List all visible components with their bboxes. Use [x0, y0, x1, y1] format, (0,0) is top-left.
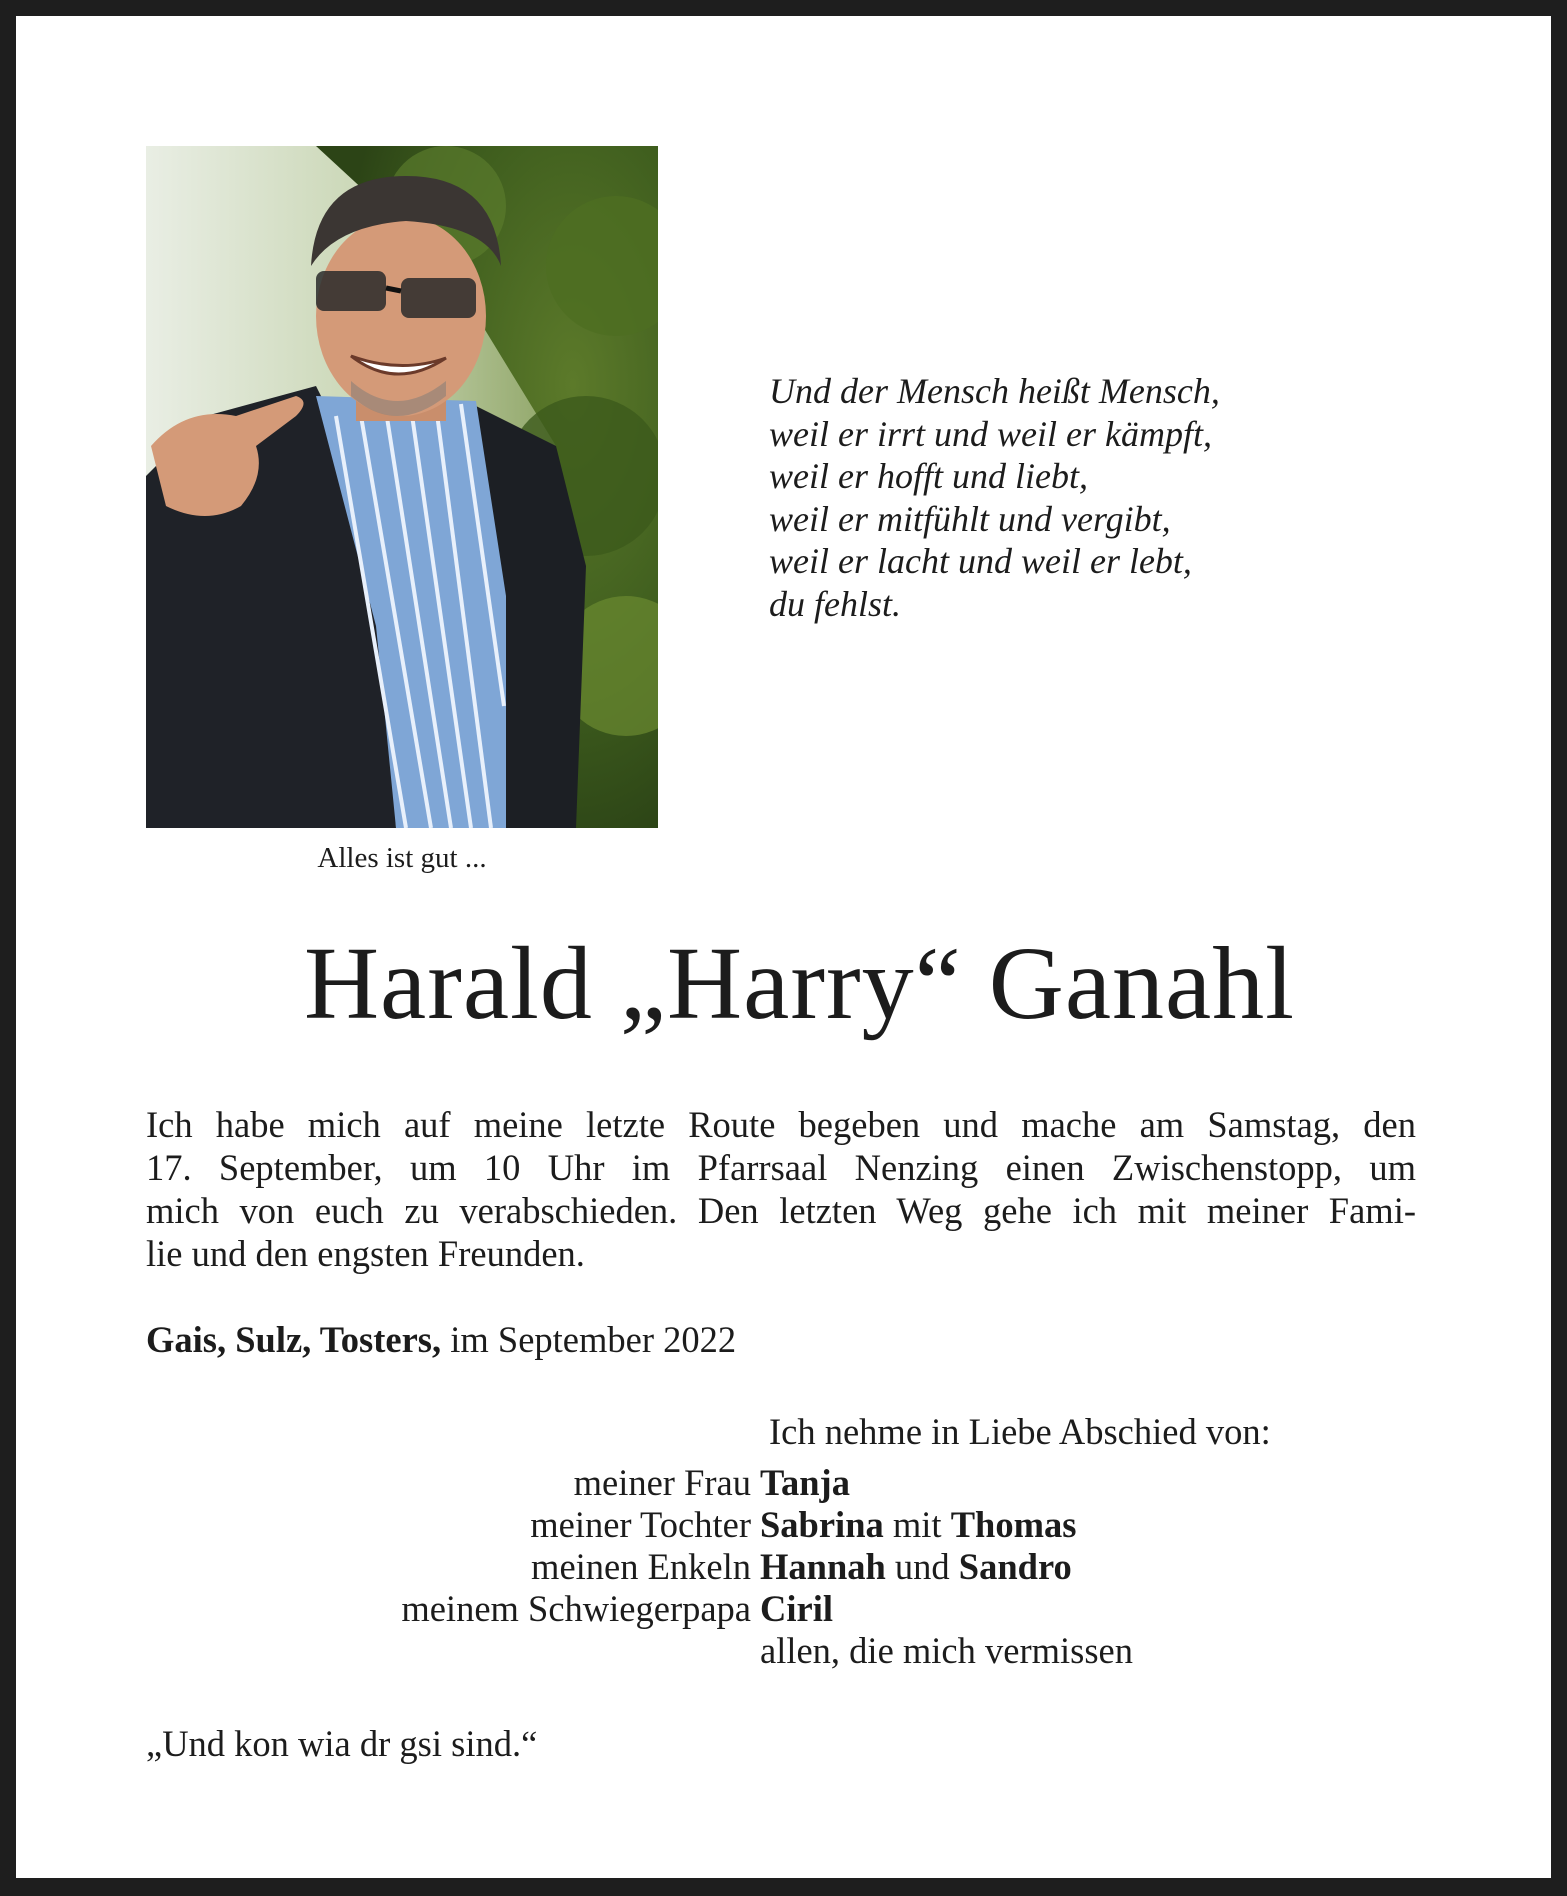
relative-row: [146, 1504, 1446, 1546]
announcement-line: Ich habe mich auf meine letzte Route begeben und mache am Samstag, den: [146, 1104, 1416, 1145]
relative-names: [760, 1546, 1072, 1588]
poem-line: weil er hofft und liebt,: [769, 456, 1088, 496]
relative-names: [760, 1630, 1133, 1672]
poem-line: weil er mitfühlt und vergibt,: [769, 498, 1171, 539]
photo-caption: Alles ist gut ...: [317, 842, 487, 874]
portrait-illustration: [146, 146, 658, 828]
relative-name: Tanja: [760, 1462, 850, 1503]
relative-join: und: [885, 1546, 959, 1587]
relative-name: Ciril: [760, 1588, 833, 1629]
poem-line: weil er irrt und weil er kämpft,: [769, 413, 1212, 454]
relative-row: [146, 1546, 1446, 1588]
relative-name: Hannah: [760, 1546, 886, 1587]
announcement-line: 17. September, um 10 Uhr im Pfarrsaal Nenzing einen Zwischenstopp, um: [146, 1147, 1416, 1188]
place-and-date: [146, 1318, 736, 1361]
relative-name: Sabrina: [760, 1504, 884, 1545]
poem: [769, 370, 1220, 625]
relative-row: [146, 1462, 1446, 1504]
announcement-text: [146, 1103, 1416, 1275]
announcement-line: lie und den engsten Freunden.: [146, 1233, 585, 1274]
relatives-list: [146, 1462, 1446, 1672]
relative-row: [146, 1630, 1446, 1672]
relative-join: mit: [883, 1504, 951, 1545]
relative-name: Thomas: [950, 1504, 1077, 1545]
portrait-photo: [146, 146, 658, 828]
relative-names: [760, 1504, 1076, 1546]
date-text: im September 2022: [441, 1319, 737, 1360]
relative-role: meiner Tochter: [530, 1504, 751, 1545]
relative-role: meinen Enkeln: [531, 1546, 751, 1587]
poem-line: weil er lacht und weil er lebt,: [769, 541, 1192, 581]
announcement-line: mich von euch zu verabschieden. Den letzten Weg gehe ich mit meiner Fami-: [146, 1190, 1416, 1231]
relative-names: [760, 1588, 833, 1630]
relative-join: allen, die mich vermissen: [760, 1630, 1134, 1671]
relative-role: [146, 1630, 760, 1672]
closing-quote: „Und kon wia dr gsi sind.“: [146, 1723, 538, 1764]
poem-line: du fehlst.: [769, 583, 901, 624]
deceased-name: Harald „Harry“ Ganahl: [303, 926, 1296, 1041]
relative-row: [146, 1588, 1446, 1630]
poem-line: Und der Mensch heißt Mensch,: [769, 371, 1220, 411]
relative-role: meiner Frau: [573, 1462, 751, 1503]
farewell-heading: Ich nehme in Liebe Abschied von:: [769, 1411, 1271, 1452]
relative-names: [760, 1462, 850, 1504]
relative-role: meinem Schwiegerpapa: [401, 1588, 751, 1629]
relative-name: Sandro: [958, 1546, 1072, 1587]
place-names: Gais, Sulz, Tosters,: [146, 1319, 442, 1360]
